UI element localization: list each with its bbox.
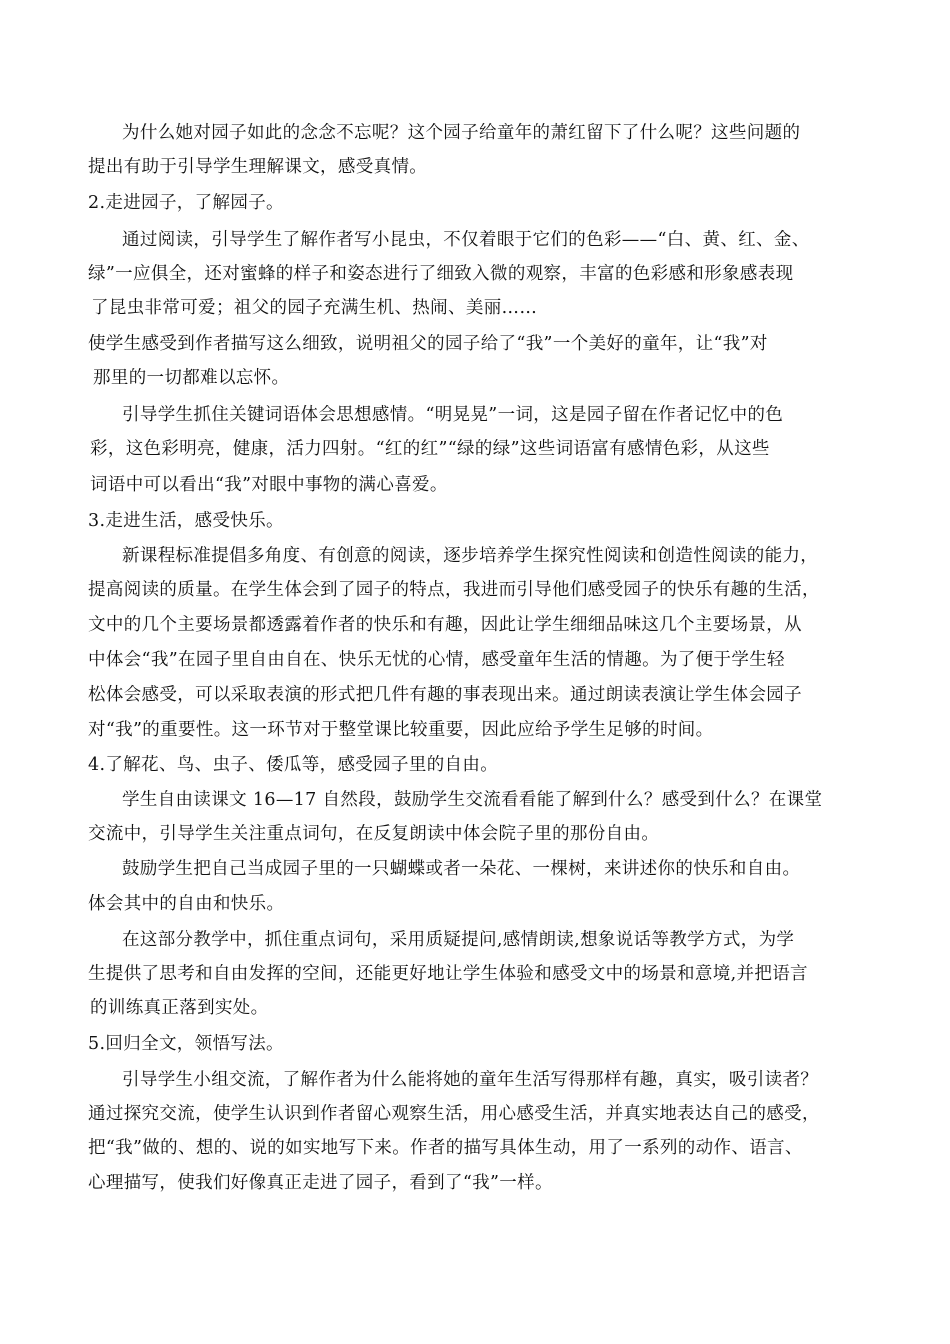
paragraph-line: 使学生感受到作者描写这么细致，说明祖父的园子给了“我”一个美好的童年，让“我”对 [88, 334, 768, 354]
paragraph-line: 通过阅读，引导学生了解作者写小昆虫，不仅着眼于它们的色彩——“白、黄、红、金、 [122, 230, 810, 250]
paragraph-line: 文中的几个主要场景都透露着作者的快乐和有趣，因此让学生细细品味这几个主要场景，从 [88, 615, 802, 635]
paragraph-line: 提出有助于引导学生理解课文，感受真情。 [88, 157, 428, 177]
paragraph-line: 体会其中的自由和快乐。 [88, 894, 285, 914]
paragraph-line: 的训练真正落到实处。 [90, 998, 269, 1018]
paragraph-line: 鼓励学生把自己当成园子里的一只蝴蝶或者一朵花、一棵树，来讲述你的快乐和自由。 [122, 859, 801, 879]
paragraph-line: 新课程标准提倡多角度、有创意的阅读，逐步培养学生探究性阅读和创造性阅读的能力， [122, 546, 819, 566]
section-heading: 4.了解花、鸟、虫子、倭瓜等，感受园子里的自由。 [88, 755, 499, 775]
paragraph-line: 通过探究交流，使学生认识到作者留心观察生活，用心感受生活，并真实地表达自己的感受， [88, 1104, 820, 1124]
paragraph-line: 彩，这色彩明亮，健康，活力四射。“红的红”“绿的绿”这些词语富有感情色彩，从这些 [90, 439, 770, 459]
section-heading: 5.回归全文，领悟写法。 [88, 1034, 284, 1054]
paragraph-line: 词语中可以看出“我”对眼中事物的满心喜爱。 [90, 475, 448, 495]
section-heading: 2.走进园子，了解园子。 [88, 193, 284, 213]
paragraph-line: 中体会“我”在园子里自由自在、快乐无忧的心情，感受童年生活的情趣。为了便于学生轻 [88, 650, 785, 670]
paragraph-line: 交流中，引导学生关注重点词句，在反复朗读中体会院子里的那份自由。 [88, 824, 660, 844]
paragraph-line: 松体会感受，可以采取表演的形式把几件有趣的事表现出来。通过朗读表演让学生体会园子 [88, 685, 802, 705]
paragraph-line: 那里的一切都难以忘怀。 [93, 368, 290, 388]
paragraph-line: 生提供了思考和自由发挥的空间，还能更好地让学生体验和感受文中的场景和意境,并把语言 [88, 964, 808, 984]
paragraph-line: 绿”一应俱全，还对蜜蜂的样子和姿态进行了细致入微的观察，丰富的色彩感和形象感表现 [88, 264, 794, 284]
paragraph-line: 对“我”的重要性。这一环节对于整堂课比较重要，因此应给予学生足够的时间。 [88, 720, 714, 740]
paragraph-line: 提高阅读的质量。在学生体会到了园子的特点，我进而引导他们感受园子的快乐有趣的生活， [88, 580, 820, 600]
paragraph-line: 把“我”做的、想的、说的如实地写下来。作者的描写具体生动，用了一系列的动作、语言、 [88, 1138, 803, 1158]
section-heading: 3.走进生活，感受快乐。 [88, 511, 284, 531]
paragraph-line: 了昆虫非常可爱；祖父的园子充满生机、热闹、美丽…… [91, 298, 538, 318]
paragraph-line: 心理描写，使我们好像真正走进了园子，看到了“我”一样。 [88, 1173, 553, 1193]
paragraph-line: 引导学生小组交流，了解作者为什么能将她的童年生活写得那样有趣，真实，吸引读者？ [122, 1070, 819, 1090]
paragraph-line: 为什么她对园子如此的念念不忘呢？这个园子给童年的萧红留下了什么呢？这些问题的 [122, 123, 801, 143]
paragraph-line: 学生自由读课文 16—17 自然段，鼓励学生交流看看能了解到什么？感受到什么？在课堂 [122, 790, 823, 810]
paragraph-line: 引导学生抓住关键词语体会思想感情。“明晃晃”一词，这是园子留在作者记忆中的色 [122, 405, 784, 425]
paragraph-line: 在这部分教学中，抓住重点词句，采用质疑提问,感情朗读,想象说话等教学方式，为学 [122, 930, 795, 950]
